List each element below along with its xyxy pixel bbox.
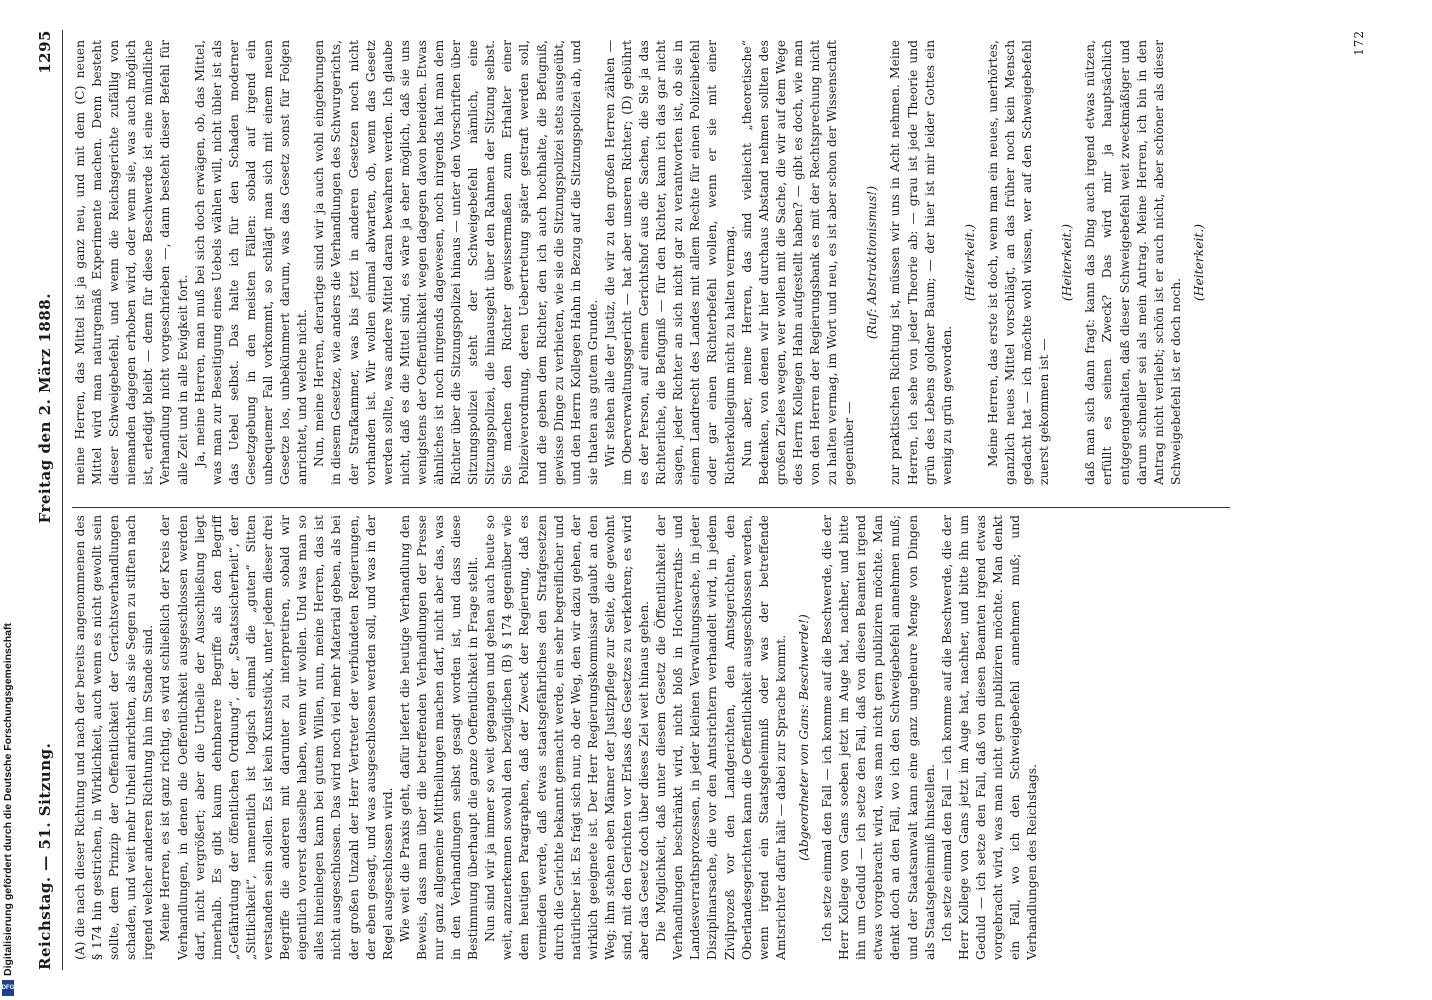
interjection: (Abgeordneter von Gans: Beschwerde!) bbox=[796, 614, 811, 861]
right-paragraph: Nun, meine Herren, derartige sind wir ja auch wohl eingebrungen in diesem Gesetze, wie anders die Verhandlungen des Schwurgerichts, der Strafkammer, was bis jetzt in anderen Gesetzen noch nicht vorhanden ist. Wir wollen einmal abwarten, ob, wenn das Gesetz werden sollte, was andere Mittel daran bewahren werden. Ich glaube nicht, daß es die Mittel sind, es wäre ja eher möglich, daß sie uns wenigstens der Oeffentlichkeit wegen dagegen davon beneiden. Etwas ähnliches ist noch nirgends dagewesen, noch nirgends hat man dem Richter über die Sitzungspolizei hinaus — unter den Vorschriften über Sitzungspolizei steht der Schweigebefehl nämlich, eine Sitzungspolizei, die hinausgeht über den Rahmen der Sitzung selbst. Sie machen den Richter gewissermaßen zum Erhalter einer Polizeiverordnung, deren Uebertretung später gestraft werden soll, und die geben dem Richter, den ich auch hochhalte, die Befugniß, gewisse Dinge zu verbieten, wie sie die Sitzungspolizei stets ausgeübt, und den Herrn Kollegen Hahn in Bezug auf die Sitzungspolizei ab, und sie thaten aus gutem Grunde. bbox=[312, 40, 600, 485]
header-center: Freitag den 2. März 1888. bbox=[36, 293, 54, 524]
header-page-number: 1295 bbox=[36, 30, 54, 74]
left-paragraph: Die Möglichkeit, daß unter diesem Gesetz die Öffentlichkeit der Verhandlungen beschränkt wird, nicht bloß in Hochverraths- und Landesverrathsprozessen, in jeder kleinen Verwaltungssache, in jeder Disziplinarsache, die vor den Amtsrichtern verhandelt wird, in jedem Zivilprozeß vor den Landgerichten, den Amtsgerichten, den Oberlandesgerichten kann die Oeffentlichkeit ausgeschlossen werden, wenn irgend ein Staatsgeheimniß oder was der betreffende Amtsrichter dafür hält — dabei zur Sprache kommt. bbox=[654, 515, 788, 960]
header-rule bbox=[62, 30, 63, 970]
left-column bbox=[72, 515, 1340, 960]
left-paragraph: Nun sind wir ja immer so weit gegangen und gehen auch heute so weit, anzuerkennen sowohl den bezüglichen (B) § 174 gegenüber wie dem heutigen Paragraphen, daß der Zweck der Regierung, daß es vermieden werde, daß etwas staatsgefährliches den Strafgesetzen durch die Gerichte bekannt gemacht werde, ein sehr begreiflicher und natürlicher ist. Es frägt sich nur, ob der Weg, den wir dazu gehen, der wirklich geeignete ist. Der Herr Regierungskommissar glaubt an den Weg; ihm stehen eben Männer der Justizpflege zur Seite, die gewohnt sind, mit den Gerichten vor Erlass des Gesetzes zu verkehren; es wird aber das Gesetz doch über dieses Ziel weit hinaus gehen. bbox=[483, 515, 652, 960]
interjection: (Heiterkeit.) bbox=[1060, 223, 1075, 302]
page-footer-number: 172 bbox=[1352, 30, 1366, 56]
header-left: Reichstag. — 51. Sitzung. bbox=[36, 742, 54, 970]
left-paragraph: Ich setze einmal den Fall — ich komme auf die Beschwerde, die der Herr Kollege von Gans soeben jetzt im Auge hat, nachher, und bitte ihn um Geduld — ich setze den Fall, daß von diesen Beamten irgend etwas vorgebracht wird, was man nicht gern publiziren möchte. Man denkt doch an den Fall, wo ich den Schweigebefehl annehmen muß; und der Staatsanwalt kann eine ganz ungeheure Menge von Dingen als Staatsgeheimniß hinstellen. bbox=[820, 515, 937, 960]
interjection: (Heiterkeit.) bbox=[962, 223, 977, 302]
interjection: (Heiterkeit.) bbox=[1191, 223, 1206, 302]
left-paragraph: Wie weit die Praxis geht, dafür liefert die heutige Verhandlung den Beweis, dass man über die betreffenden Verhandlungen der Presse nur ganz allgemeine Mittheilungen machen darf, nicht aber das, was in den Verhandlungen selbst gesagt worden ist, und dass diese Bestimmung überhaupt die ganze Oeffentlichkeit in Frage stellt. bbox=[397, 515, 481, 960]
page-header bbox=[36, 30, 60, 970]
right-paragraph: Wir stehen alle der Justiz, die wir zu den großen Herren zählen — im Oberverwaltungsgericht — hat aber unseren Richter; (D) gebührt es der Person, auf einem Gerichtshof aus die Sachen, die Sie ja das Richterliche, die Befugniß — für den Richter, kann ich das gar nicht sagen, jeder Richter an sich nicht gar zu verantworten ist, ob sie in einem Landrecht des Landes mit allem Rechte für einen Polizeibefehl oder gar einen Richterbefehl wollen, wenn er sie mit einer Richterkollegium nicht zu halten vermag. bbox=[602, 40, 737, 485]
right-column bbox=[72, 40, 1340, 485]
interjection: (Ruf: Abstraktionismus!) bbox=[865, 185, 880, 340]
left-paragraph: Meine Herren, es ist ganz richtig, es wird schließlich der Kreis der Verhandlungen, in denen die Oeffentlichkeit ausgeschlossen werden darf, nicht vergrößert; aber die Urtheile der Ausschließung liegt innerhalb. Es gibt kaum dehnbarere Begriffe als den Begriff „Gefährdung der öffentlichen Ordnung“, der „Staatssicherheit“, der „Sittlichkeit“, namentlich ist logisch einmal die „guten“ Sitten verstanden sein sollen. Es ist kein Kunststück, unter jedem dieser drei Begriffe die anderen mit darunter zu interpretiren, sobald wir eigentlich vorerst dasselbe haben, wenn wir wollen. Und was man so alles hineinlegen kann bei gutem Willen, nun, meine Herren, das ist nicht ausgeschlossen. Das wird noch viel mehr Material geben, als bei der großen Unzahl der Herr Vertreter der verbündeten Regierungen, der eben gesagt, und was ausgeschlossen werden soll, und was in der Regel ausgeschlossen wird. bbox=[158, 515, 395, 960]
dfg-footer-text: Digitalisierung gefördert durch die Deutsche Forschungsgemeinschaft bbox=[2, 623, 14, 976]
left-paragraph: (A) die nach dieser Richtung und nach der bereits angenommenen des § 174 hin gestrichen, in Wirklichkeit, auch wenn es nicht gewollt sein sollte, dem Prinzip der Oeffentlichkeit der Gerichtsverhandlungen schaden, und weit mehr Unheil anrichten, als sie Segen zu stiften nach irgend welcher anderen Richtung hin im Stande sind. bbox=[73, 515, 156, 960]
left-paragraph: Ich setze einmal den Fall — ich komme auf die Beschwerde, die der Herr Kollege von Gans jetzt im Auge hat, nachher, und bitte ihn um Geduld — ich setze den Fall, daß von diesen Beamten irgend etwas vorgebracht wird, was man nicht gern publiziren möchte. Man denkt ein Fall, wo ich den Schweigebefehl annehmen muß; und Verhandlungen des Reichstags. bbox=[939, 515, 1040, 960]
right-paragraph: Ja, meine Herren, man muß bei sich doch erwägen, ob, das Mittel, was man zur Beseitigung eines Uebels wählen will, nicht übler ist als das Uebel selbst. Das halte ich für den Schaden moderner Gesetzgebung in den meisten Fällen: sobald auf irgend ein unbequemer Fall vorkommt, so schlägt man sich mit einem neuen Gesetze los, unbekümmert darum, was das Gesetz sonst für Folgen anrichtet, und welche nicht. bbox=[192, 40, 310, 485]
column-divider bbox=[72, 507, 1230, 508]
dfg-logo: DFG bbox=[2, 980, 14, 996]
right-paragraph: meine Herren, das Mittel ist ja ganz neu, und mit dem (C) neuen Mittel wird man naturgemäß Experimente machen. Denn besteht dieser Schweigebefehl, und wenn die Reichsgerichte zufällig von niemanden dagegen erhoben wird, oder wenn sie, was auch möglich ist, erledigt bleibt — denn für diese Beschwerde ist eine mündliche Verhandlung nicht vorgeschrieben —, dann besteht dieser Befehl für alle Zeit und in alle Ewigkeit fort. bbox=[73, 40, 190, 485]
right-paragraph: zur praktischen Richtung ist, müssen wir uns in Acht nehmen. Meine Herren, ich sehe von jeder Theorie ab: — grau ist jede Theorie und grün des Lebens goldner Baum; — der hier ist mir leider Gottes ein wenig zu grün geworden. bbox=[888, 40, 954, 485]
right-paragraph: Meine Herren, das erste ist doch, wenn man ein neues, unerhörtes, ganzlich neues Mittel vorschlägt, an das früher noch kein Mensch gedacht hat — ich möchte wohl wissen, wer auf den Schweigebefehl zuerst gekommen ist — bbox=[985, 40, 1052, 485]
right-paragraph: daß man sich dann fragt: kann das Ding auch irgend etwas nützen, erfüllt es seinen Zweck? Das wird mir ja hauptsächlich entgegengehalten, daß dieser Schweigebefehl weit zweckmäßiger und darum schneller sei als mein Antrag. Meine Herren, ich bin in den Antrag nicht verliebt; schön ist er auch nicht, aber schöner als dieser Schweigebefehl ist er doch noch. bbox=[1083, 40, 1183, 485]
right-paragraph: Nun aber, meine Herren, das sind vielleicht „theoretische“ Bedenken, von denen wir hier durchaus Abstand nehmen sollten des großen Zieles wegen, wer wollen mit die Sache, die wir auf dem Wege des Herrn Kollegen Hahn aufgestellt haben? — gibt es doch, wie man von den Herren der Regierungsbank es mit der Rechtsprechung nicht zu halten vermag, im Wort und neu, es ist aber schon der Wissenschaft gegenüber — bbox=[739, 40, 857, 485]
